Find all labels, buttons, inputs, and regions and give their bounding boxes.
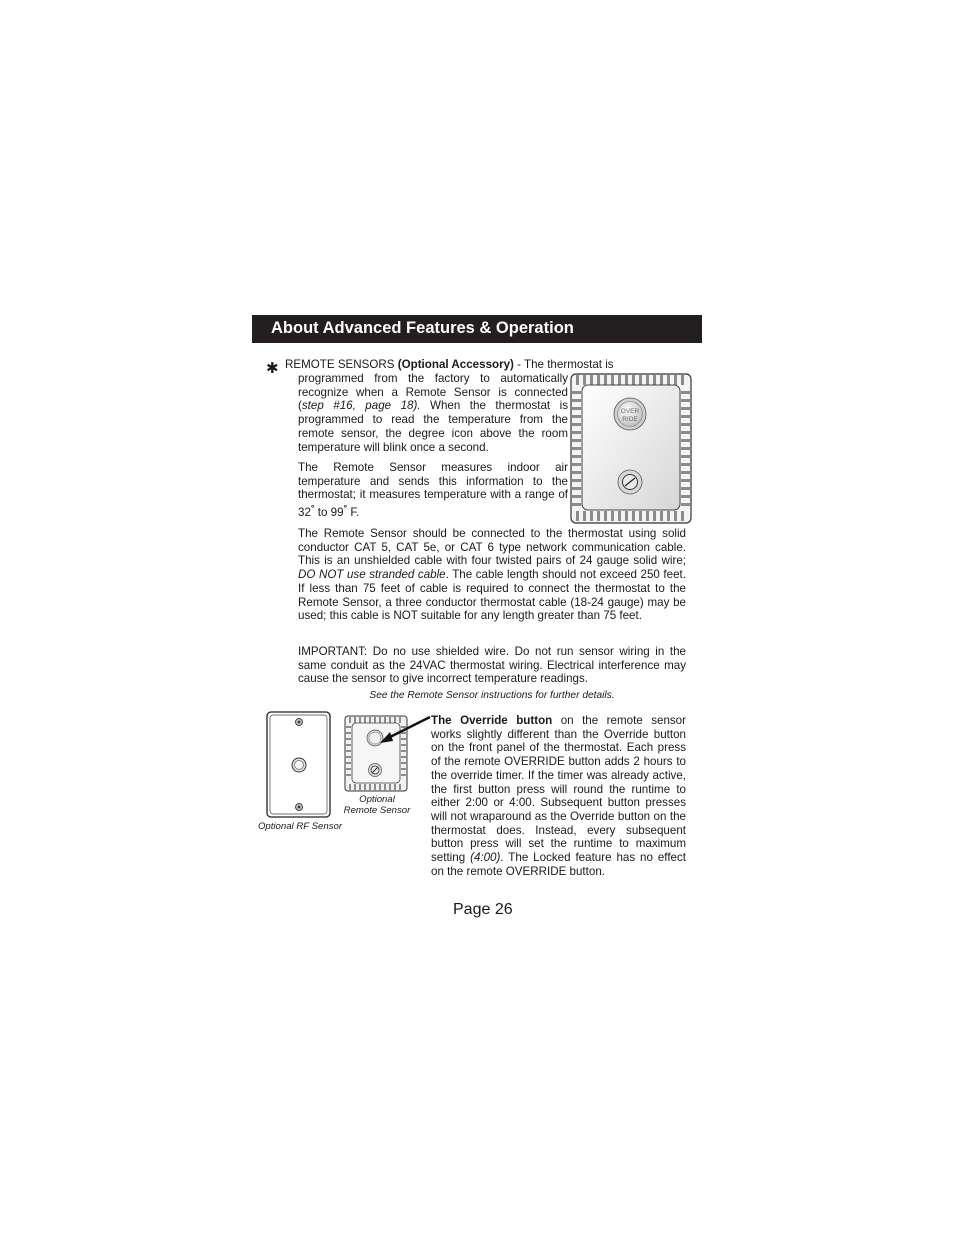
remote-sensors-lead bbox=[285, 358, 645, 372]
small-remote-sensor-illustration bbox=[344, 712, 436, 792]
section-title: About Advanced Features & Operation bbox=[271, 319, 574, 337]
override-label-line2: RIDE bbox=[622, 416, 638, 423]
cable-paragraph bbox=[298, 527, 686, 623]
override-label-line1: OVER bbox=[620, 408, 640, 415]
remote-sensor-caption-line2: Remote Sensor bbox=[343, 805, 411, 816]
para2-text-b: to 99 bbox=[314, 505, 344, 519]
para1-text-a: programmed from the factory to automatically recognize when a Remote Sensor is connected ( bbox=[298, 372, 568, 413]
para2-text-c: F. bbox=[347, 505, 360, 519]
para2-text-a: The Remote Sensor measures indoor air temperature and sends this information to the thermostat; it measures temperature with a range of 32 bbox=[298, 461, 568, 519]
remote-sensor-caption bbox=[336, 794, 418, 816]
degree-symbol: ° bbox=[310, 503, 315, 514]
see-instructions-note: See the Remote Sensor instructions for further details. bbox=[369, 690, 615, 701]
remote-sensors-paragraph-2 bbox=[298, 461, 568, 520]
override-italic: (4:00) bbox=[470, 851, 501, 865]
lead-rest: - The thermostat is bbox=[513, 358, 614, 371]
important-paragraph: IMPORTANT: Do no use shielded wire. Do not run sensor wiring in the same conduit as the 24VAC thermostat wiring. Electrical interference may cause the sensor to give incorrect temperature readings. bbox=[298, 645, 686, 686]
lead-bold: (Optional Accessory) bbox=[397, 358, 514, 371]
para3-text-a: The Remote Sensor should be connected to the thermostat using solid conductor CAT 5, CAT 5e, or CAT 6 type network communication cable. This is an unshielded cable with four twisted pairs of 24 gauge solid wire; bbox=[298, 527, 686, 568]
para3-text-b: . The cable length should not exceed 250 feet. If less than 75 feet of cable is required to connect the thermostat to the Remote Sensor, a three conductor thermostat cable (18-24 gauge) may be used; this cable is NOT suitable for any length greater than 75 feet. bbox=[298, 568, 686, 623]
remote-sensor-illustration bbox=[570, 373, 692, 525]
para1-text-b: When the thermostat is programmed to read the temperature from the remote sensor, the degree icon above the room temperature will blink once a second. bbox=[298, 399, 568, 454]
bullet-star-icon: ✱ bbox=[266, 359, 279, 377]
override-bold: The Override button bbox=[431, 714, 553, 727]
lead-text: REMOTE SENSORS bbox=[285, 358, 398, 371]
page-number: Page 26 bbox=[453, 901, 513, 918]
remote-sensor-caption-line1: Optional bbox=[359, 794, 395, 805]
degree-symbol: ° bbox=[343, 503, 348, 514]
para1-italic: step #16, page 18). bbox=[301, 399, 421, 413]
remote-sensors-paragraph-1 bbox=[298, 372, 568, 454]
override-text-a: on the remote sensor works slightly different than the Override button on the front panel of the thermostat. Each press of the remote OVERRIDE button adds 2 hours to the override timer. If the timer was already active, the first button press will round the runtime to either 2:00 or 4:00. Subsequent button presses will not wraparound as the Override button on the thermostat does. Instead, every subsequent button press will set the runtime to maximum setting bbox=[431, 714, 686, 865]
override-paragraph bbox=[431, 714, 686, 878]
rf-sensor-caption: Optional RF Sensor bbox=[257, 821, 343, 832]
override-text-b: . The Locked feature has no effect on the remote OVERRIDE button. bbox=[431, 851, 687, 878]
para3-italic: DO NOT use stranded cable bbox=[298, 568, 446, 582]
rf-sensor-illustration bbox=[266, 711, 332, 819]
section-header-bar bbox=[252, 315, 702, 343]
